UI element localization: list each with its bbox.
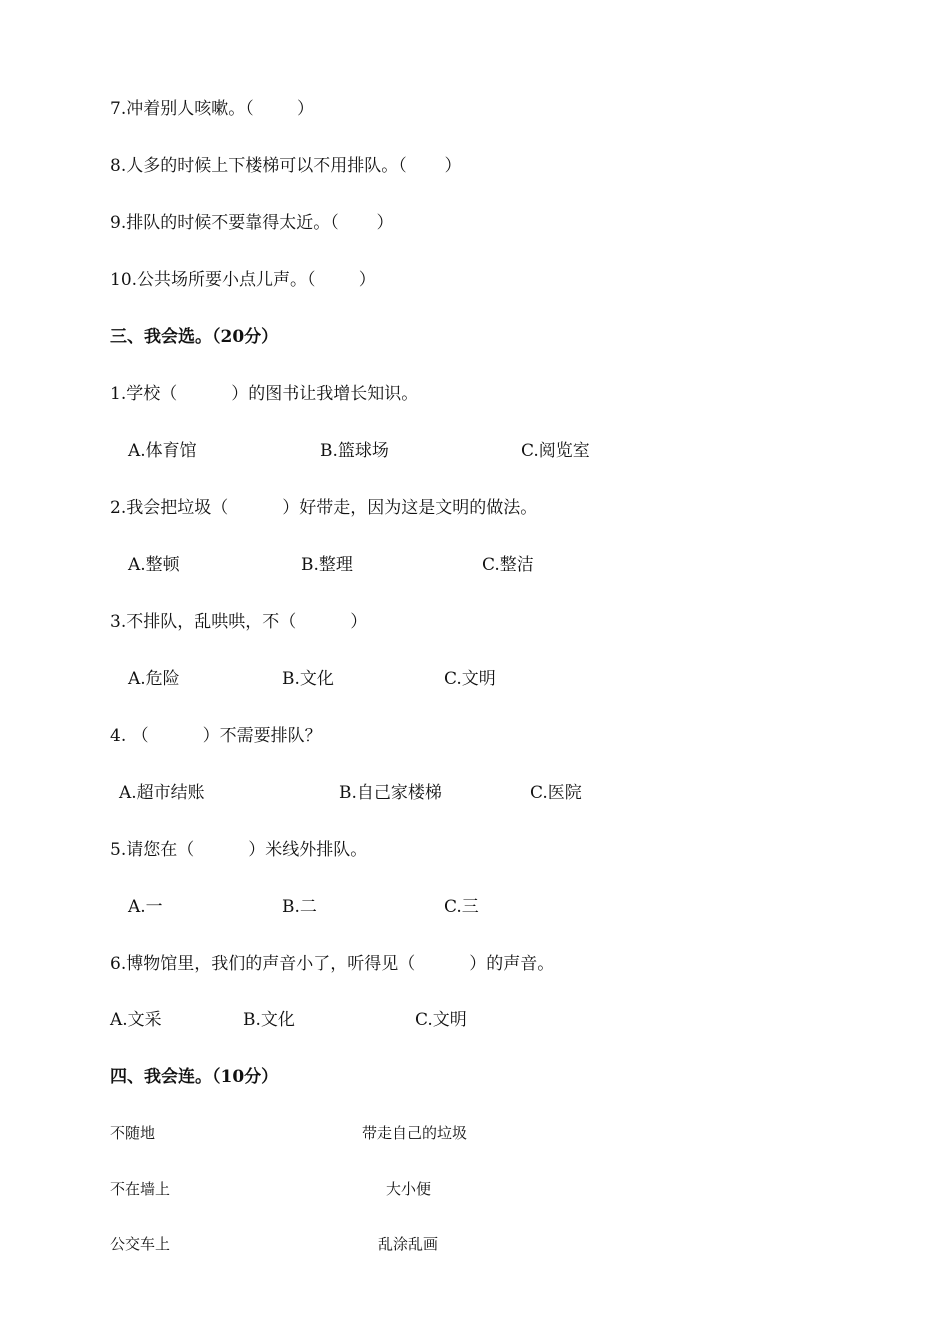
section-4-heading: 四、我会连。（10分）	[110, 1067, 279, 1087]
question-3-option-a: A.危险	[128, 669, 180, 689]
question-6-option-b: B.文化	[243, 1010, 295, 1030]
question-2-stem: 2.我会把垃圾（ ）好带走，因为这是文明的做法。	[110, 498, 538, 518]
question-5-option-a: A.一	[128, 897, 163, 917]
question-3-option-b: B.文化	[282, 669, 334, 689]
match-right-1: 带走自己的垃圾	[362, 1124, 468, 1142]
question-2-option-a: A.整顿	[128, 555, 180, 575]
question-6-stem: 6.博物馆里，我们的声音小了，听得见（ ）的声音。	[110, 954, 555, 974]
question-6-option-a: A.文采	[110, 1010, 162, 1030]
question-1-option-b: B.篮球场	[320, 441, 389, 461]
question-5-option-b: B.二	[282, 897, 317, 917]
match-left-1: 不随地	[110, 1124, 156, 1142]
question-2-option-b: B.整理	[301, 555, 353, 575]
question-1-option-c: C.阅览室	[521, 441, 590, 461]
question-4-stem: 4. （ ）不需要排队？	[110, 726, 322, 746]
question-4-option-c: C.医院	[530, 783, 582, 803]
question-6-option-c: C.文明	[415, 1010, 467, 1030]
match-right-3: 乱涂乱画	[378, 1235, 439, 1253]
question-5-option-c: C.三	[444, 897, 479, 917]
match-left-2: 不在墙上	[110, 1180, 171, 1198]
question-1-option-a: A.体育馆	[128, 441, 197, 461]
question-5-stem: 5.请您在（ ）米线外排队。	[110, 840, 368, 860]
question-4-option-a: A.超市结账	[119, 783, 205, 803]
true-false-item-9: 9.排队的时候不要靠得太近。（ ）	[110, 213, 394, 233]
question-3-option-c: C.文明	[444, 669, 496, 689]
section-3-heading: 三、我会选。（20分）	[110, 327, 279, 347]
true-false-item-10: 10.公共场所要小点儿声。（ ）	[110, 270, 376, 290]
true-false-item-8: 8.人多的时候上下楼梯可以不用排队。（ ）	[110, 156, 462, 176]
question-3-stem: 3.不排队，乱哄哄，不（ ）	[110, 612, 368, 632]
question-4-option-b: B.自己家楼梯	[339, 783, 442, 803]
question-2-option-c: C.整洁	[482, 555, 534, 575]
question-1-stem: 1.学校（ ）的图书让我增长知识。	[110, 384, 419, 404]
match-right-2: 大小便	[386, 1180, 432, 1198]
true-false-item-7: 7.冲着别人咳嗽。（ ）	[110, 99, 314, 119]
match-left-3: 公交车上	[110, 1235, 171, 1253]
